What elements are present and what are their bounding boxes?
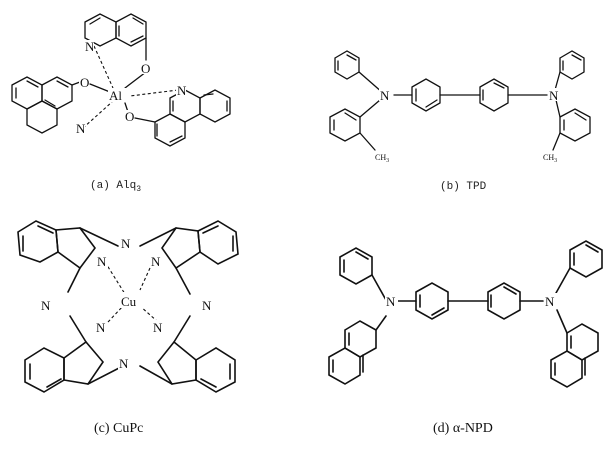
cupc-n-bottom: N [119,356,129,371]
tpd-n-right: N [549,88,559,103]
cupc-n-inner-br: N [153,320,163,335]
caption-d: (d) α-NPD [433,421,493,436]
cupc-cu-atom: Cu [121,294,137,309]
alq3-o-top: O [141,61,151,76]
cupc-n-top: N [121,236,131,251]
cupc-n-inner-bl: N [96,320,106,335]
caption-a: (a) Alq$_3$ [90,180,142,194]
tpd-methyl-left: $CH_3$ [375,153,390,164]
tpd-methyl-right: $CH_3$ [543,153,558,164]
alq3-o-bottom: O [125,109,135,124]
caption-c: (c) CuPc [94,421,144,436]
alq3-n-left: N [76,121,86,136]
npd-n-right: N [545,294,555,309]
alq3-structure [12,14,230,146]
cupc-n-left: N [41,298,51,313]
cupc-n-inner-tr: N [151,254,161,269]
caption-b: (b) TPD [440,181,487,193]
alq3-n-top: N [85,39,95,54]
cupc-n-inner-tl: N [97,254,107,269]
tpd-n-left: N [380,88,390,103]
npd-n-left: N [386,294,396,309]
cupc-n-right: N [202,298,212,313]
alq3-al-atom: Al [109,88,122,103]
npd-structure [329,241,602,387]
alq3-o-left: O [80,75,90,90]
alq3-n-right: N [177,83,187,98]
